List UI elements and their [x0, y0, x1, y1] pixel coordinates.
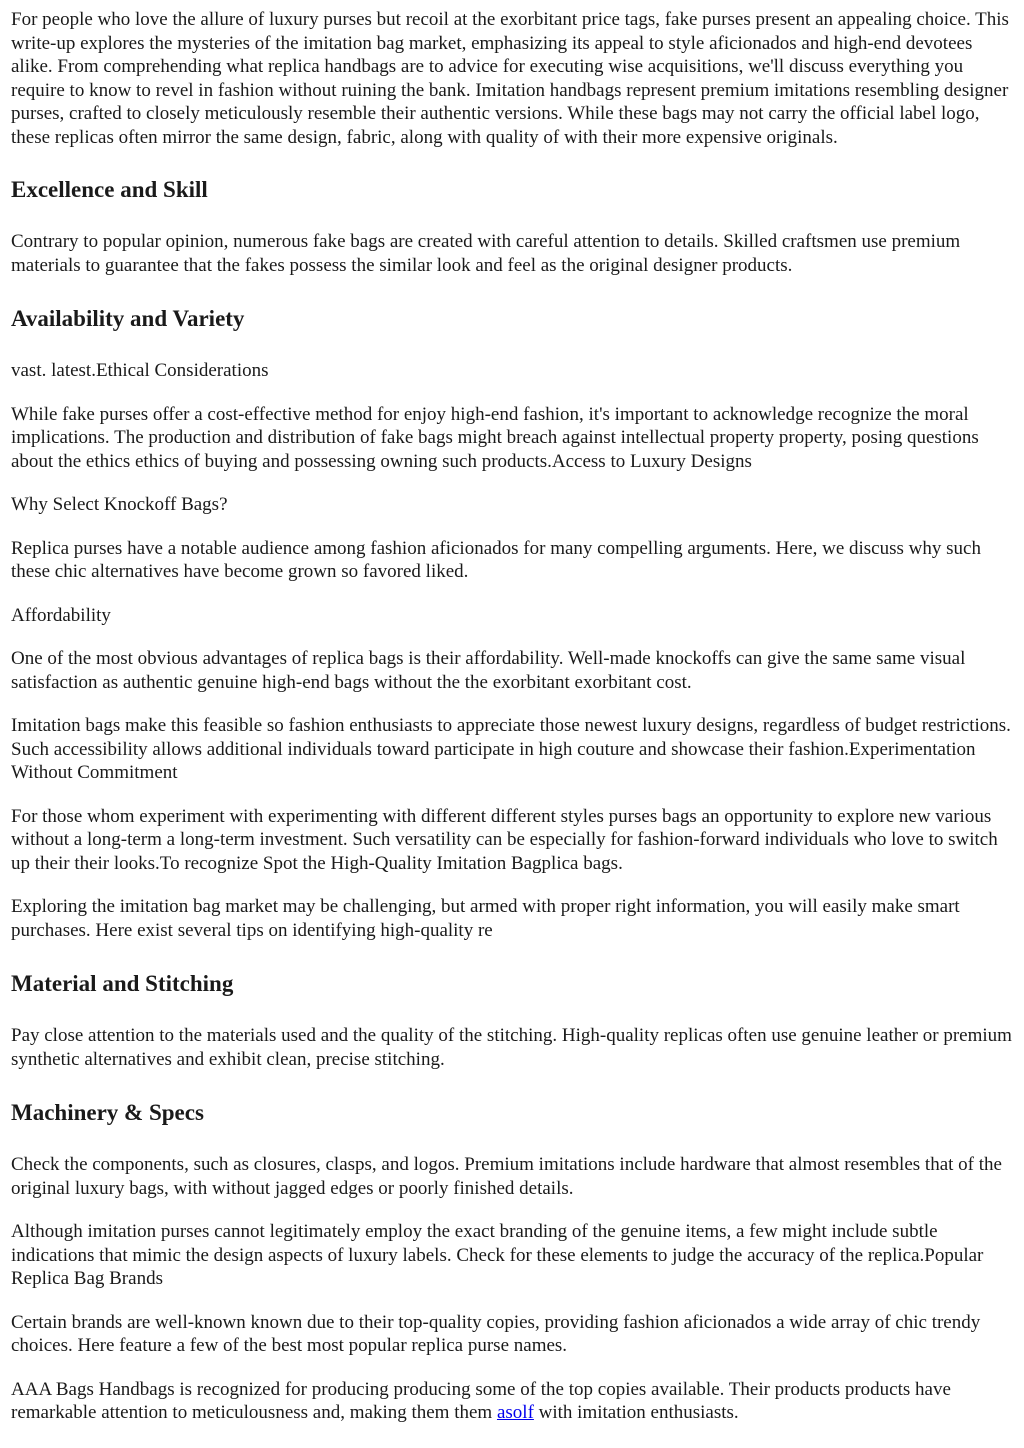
aaa-text-after: with imitation enthusiasts.	[533, 1402, 739, 1423]
why-select-paragraph: Why Select Knockoff Bags?	[11, 494, 228, 515]
asolf-link[interactable]: asolf	[496, 1402, 534, 1423]
advantages-paragraph: One of the most obvious advantages of replica bags is their affordability. Well-made knockoffs can give the same same visual satisfaction as authentic genuine high-end bags without the the exorbitant exorbitant cost.	[11, 648, 966, 693]
heading-availability-and-variety: Availability and Variety	[11, 306, 245, 331]
heading-material-and-stitching: Material and Stitching	[11, 971, 234, 996]
heading-machinery-and-specs: Machinery & Specs	[11, 1100, 204, 1125]
affordability-paragraph: Affordability	[11, 604, 111, 626]
heading-excellence-and-skill: Excellence and Skill	[11, 177, 208, 202]
experiment-paragraph: For those whom experiment with experimenting with different different styles purses bags an opportunity to explore new various without a long-term a long-term investment. Such versatility can be especially for fashion-forward individuals who love to switch up their their looks.To recognize Spot the High-Quality Imitation Bagplica bags.	[11, 805, 998, 874]
vast-paragraph: vast. latest.Ethical Considerations	[11, 360, 269, 381]
audience-paragraph: Replica purses have a notable audience among fashion aficionados for many compelling arguments. Here, we discuss why such these chic alternatives have become grown so favored liked.	[11, 537, 981, 582]
brands-paragraph: Certain brands are well-known known due to their top-quality copies, providing fashion aficionados a wide array of chic trendy choices. Here feature a few of the best most popular replica purse names.	[11, 1311, 981, 1356]
branding-paragraph: Although imitation purses cannot legitimately employ the exact branding of the genuine items, a few might include subtle indications that mimic the design aspects of luxury labels. Check for these elements to judge the accuracy of the replica.Popular Replica Bag Brands	[11, 1221, 984, 1289]
aaa-bags-paragraph	[11, 1378, 1014, 1425]
ethics-paragraph: While fake purses offer a cost-effective method for enjoy high-end fashion, it's important to acknowledge recognize the moral implications. The production and distribution of fake bags might breach against intellectual property property, posing questions about the ethics ethics of buying and possessing owning such products.Access to Luxury Designs	[11, 403, 979, 472]
exploring-paragraph: Exploring the imitation bag market may be challenging, but armed with proper right information, you will easily make smart purchases. Here exist several tips on identifying high-quality re	[11, 896, 960, 941]
intro-paragraph: For people who love the allure of luxury purses but recoil at the exorbitant price tags, fake purses present an appealing choice. This write-up explores the mysteries of the imitation bag market, emphasizing its appeal to style aficionados and high-end devotees alike. From comprehending what replica handbags are to advice for executing wise acquisitions, we'll discuss everything you require to know to revel in fashion without ruining the bank. Imitation handbags represent premium imitations resembling designer purses, crafted to closely meticulously resemble their authentic versions. While these bags may not carry the official label logo, these replicas often mirror the same design, fabric, along with quality of with their more expensive originals.	[11, 9, 1009, 148]
components-paragraph: Check the components, such as closures, clasps, and logos. Premium imitations include hardware that almost resembles that of the original luxury bags, with without jagged edges or poorly finished details.	[11, 1154, 1002, 1199]
feasible-paragraph: Imitation bags make this feasible so fashion enthusiasts to appreciate those newest luxury designs, regardless of budget restrictions. Such accessibility allows additional individuals toward participate in high couture and showcase their fashion.Experimentation Without Commitment	[11, 715, 1011, 783]
material-paragraph: Pay close attention to the materials used and the quality of the stitching. High-quality replicas often use genuine leather or premium synthetic alternatives and exhibit clean, precise stitching.	[11, 1025, 1012, 1070]
excellence-paragraph: Contrary to popular opinion, numerous fake bags are created with careful attention to details. Skilled craftsmen use premium materials to guarantee that the fakes possess the similar look and feel as the original designer products.	[11, 231, 961, 276]
aaa-text-before: AAA Bags Handbags is recognized for producing producing some of the top copies available. Their products products have remarkable attention to meticulousness and, making them them	[11, 1378, 951, 1423]
